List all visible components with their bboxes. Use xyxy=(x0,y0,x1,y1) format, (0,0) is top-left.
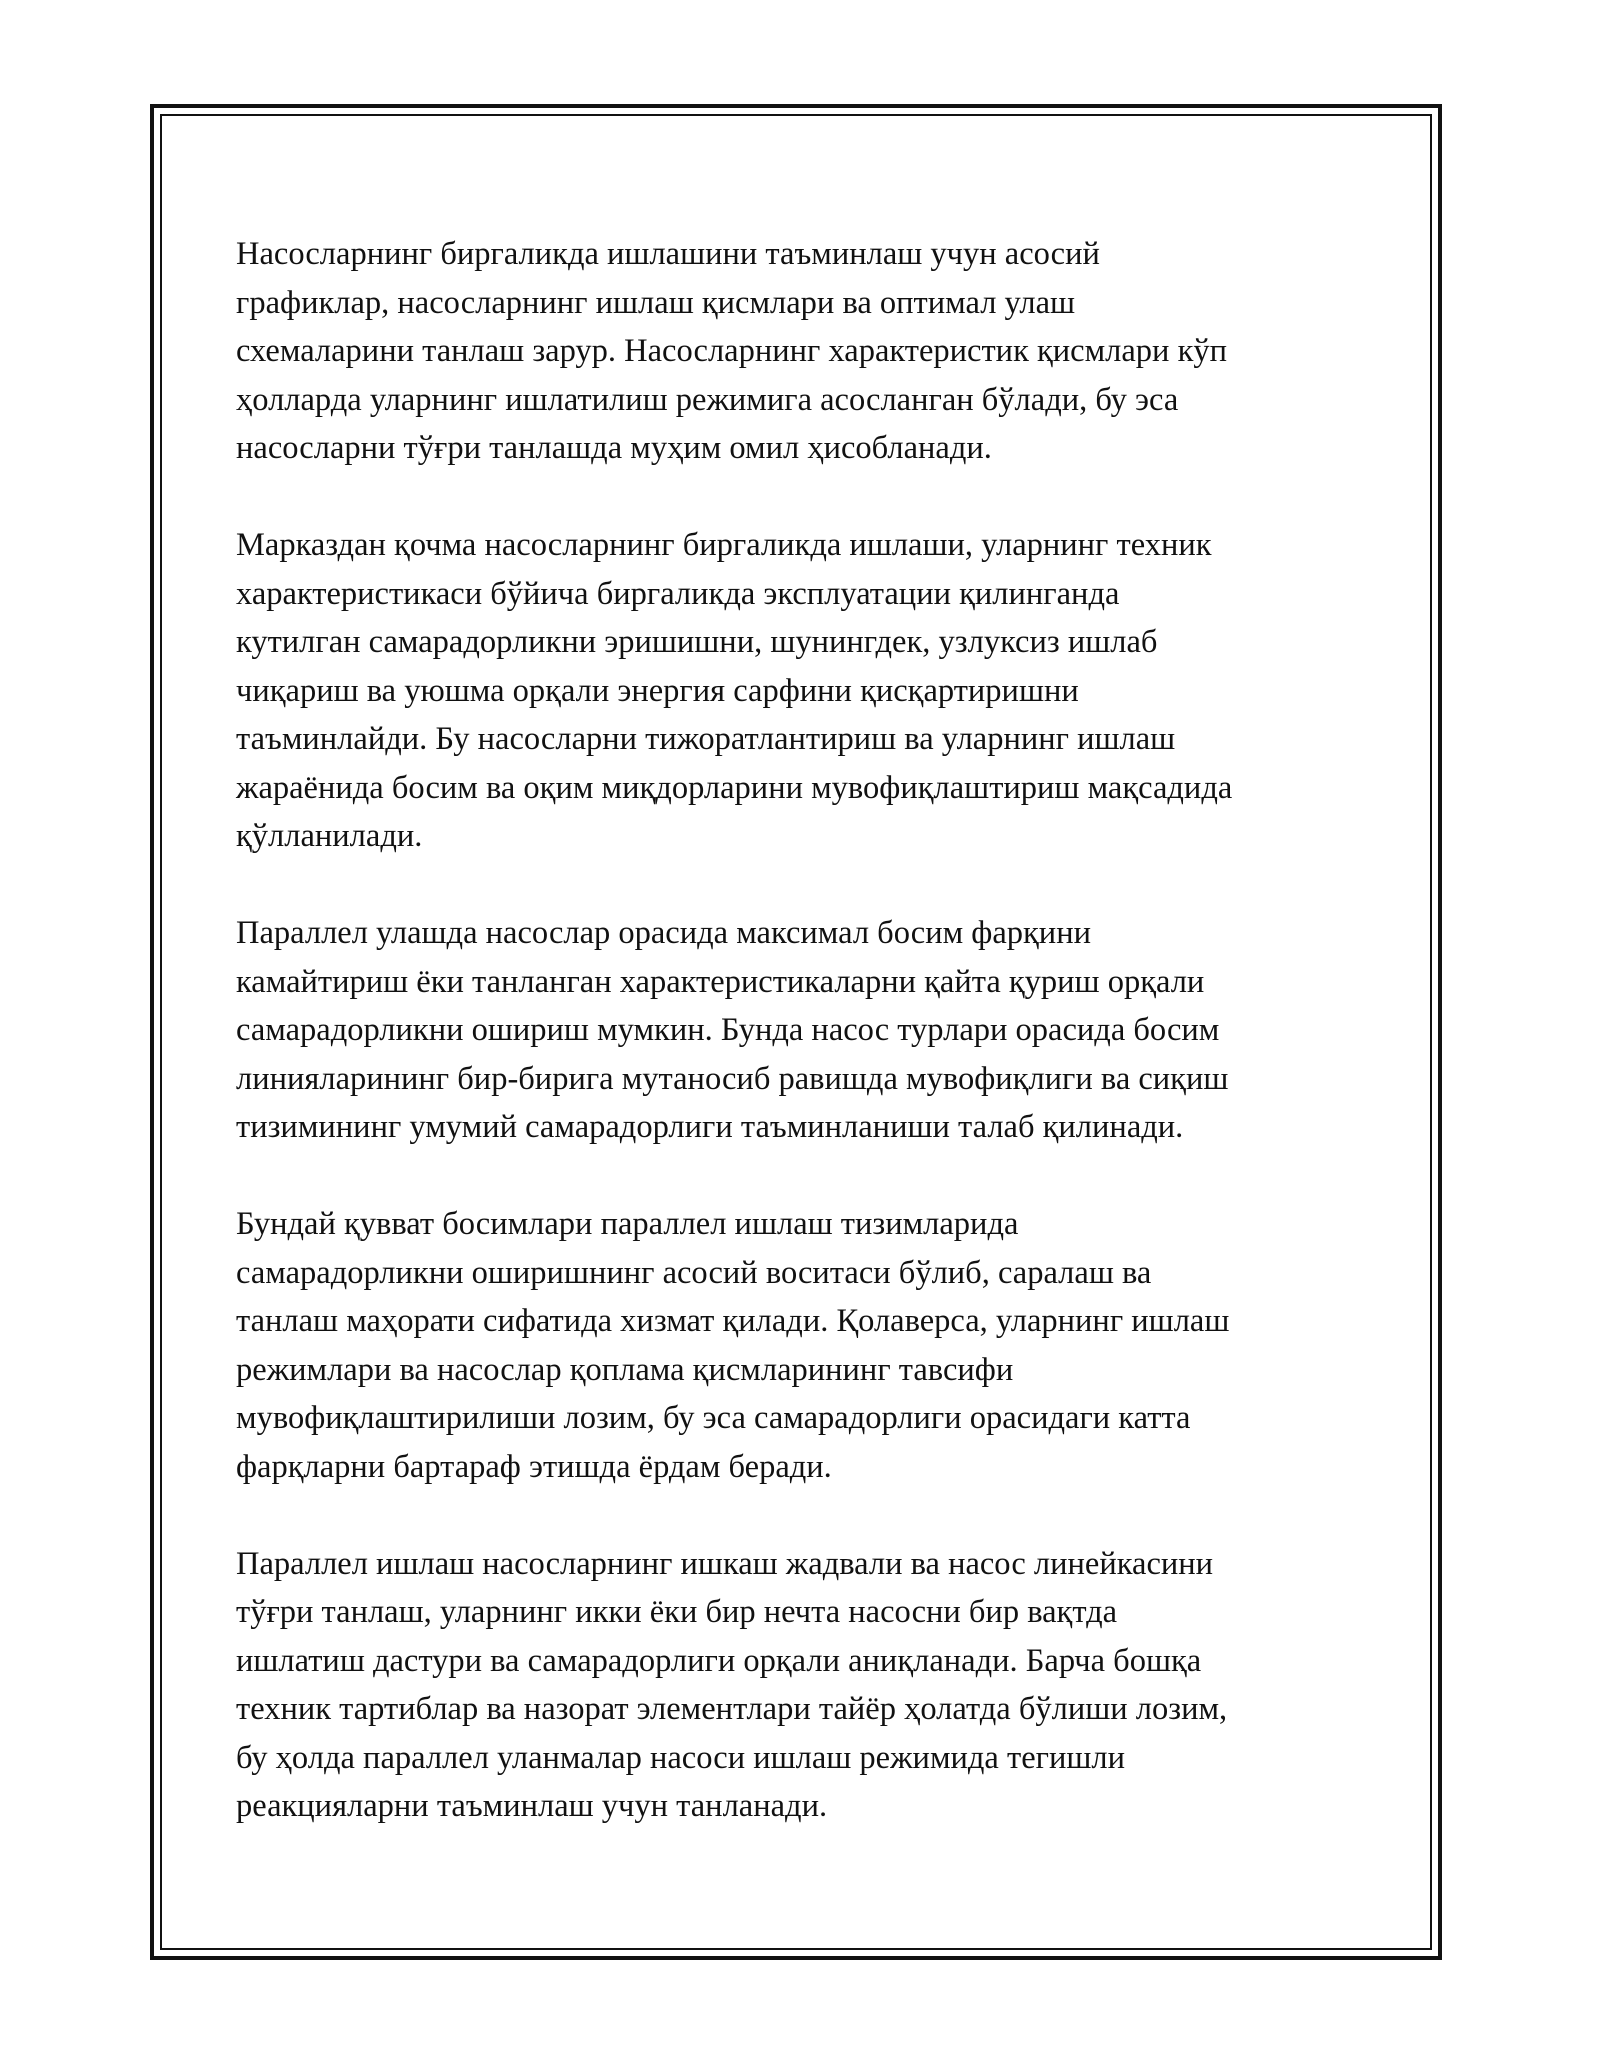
text-line: Параллел ишлаш насосларнинг ишкаш жадвали ва насос линейкасини xyxy=(236,1545,1214,1582)
text-line: характеристикаси бўйича биргаликда эксплуатации қилинганда xyxy=(236,575,1120,612)
text-line: тўғри танлаш, уларнинг икки ёки бир нечта насосни бир вақтда xyxy=(236,1594,1118,1630)
text-line: техник тартиблар ва назорат элементлари тайёр ҳолатда бўлиши лозим, xyxy=(236,1691,1228,1727)
text-line: бу ҳолда параллел уланмалар насоси ишлаш режимида тегишли xyxy=(236,1739,1125,1776)
paragraph xyxy=(236,909,1366,1152)
text-line: мувофиқлаштирилиши лозим, бу эса самарадорлиги орасидаги катта xyxy=(236,1400,1191,1436)
text-line: самарадорликни оширишнинг асосий воситаси бўлиб, саралаш ва xyxy=(236,1254,1152,1291)
paragraph xyxy=(236,230,1366,473)
paragraph xyxy=(236,1200,1366,1491)
text-line: ҳолларда уларнинг ишлатилиш режимига асосланган бўлади, бу эса xyxy=(236,381,1179,418)
text-line: насосларни тўғри танлашда муҳим омил ҳисобланади. xyxy=(236,430,992,466)
text-line: ишлатиш дастури ва самарадорлиги орқали аниқланади. Барча бошқа xyxy=(236,1642,1202,1679)
text-line: қўлланилади. xyxy=(236,818,423,854)
paragraph xyxy=(236,521,1366,861)
text-line: самарадорликни ошириш мумкин. Бунда насос турлари орасида босим xyxy=(236,1012,1220,1048)
text-line: камайтириш ёки танланган характеристикаларни қайта қуриш орқали xyxy=(236,963,1205,1000)
paragraph xyxy=(236,1540,1366,1831)
text-line: Бундай қувват босимлари параллел ишлаш тизимларида xyxy=(236,1206,1019,1242)
text-line: кутилган самарадорликни эришишни, шунингдек, узлуксиз ишлаб xyxy=(236,624,1158,660)
text-line: линияларининг бир-бирига мутаносиб равишда мувофиқлиги ва сиқиш xyxy=(236,1060,1229,1097)
text-line: схемаларини танлаш зарур. Насосларнинг характеристик қисмлари кўп xyxy=(236,333,1227,369)
text-line: режимлари ва насослар қоплама қисмларининг тавсифи xyxy=(236,1351,1014,1388)
text-line: танлаш маҳорати сифатида хизмат қилади. Қолаверса, уларнинг ишлаш xyxy=(236,1303,1230,1339)
text-line: Параллел улашда насослар орасида максимал босим фарқини xyxy=(236,915,1091,951)
text-line: чиқариш ва уюшма орқали энергия сарфини қисқартиришни xyxy=(236,672,1079,709)
text-line: таъминлайди. Бу насосларни тижоратлантириш ва уларнинг ишлаш xyxy=(236,721,1176,757)
text-line: реакцияларни таъминлаш учун танланади. xyxy=(236,1788,828,1824)
text-line: Насосларнинг биргаликда ишлашини таъминлаш учун асосий xyxy=(236,236,1100,272)
document-body xyxy=(236,230,1366,1879)
text-line: графиклар, насосларнинг ишлаш қисмлари ва оптимал улаш xyxy=(236,284,1076,321)
text-line: Марказдан қочма насосларнинг биргаликда ишлаши, уларнинг техник xyxy=(236,527,1212,563)
text-line: жараёнида босим ва оқим миқдорларини мувофиқлаштириш мақсадида xyxy=(236,769,1233,806)
text-line: тизимининг умумий самарадорлиги таъминланиши талаб қилинади. xyxy=(236,1109,1184,1145)
text-line: фарқларни бартараф этишда ёрдам беради. xyxy=(236,1448,832,1485)
